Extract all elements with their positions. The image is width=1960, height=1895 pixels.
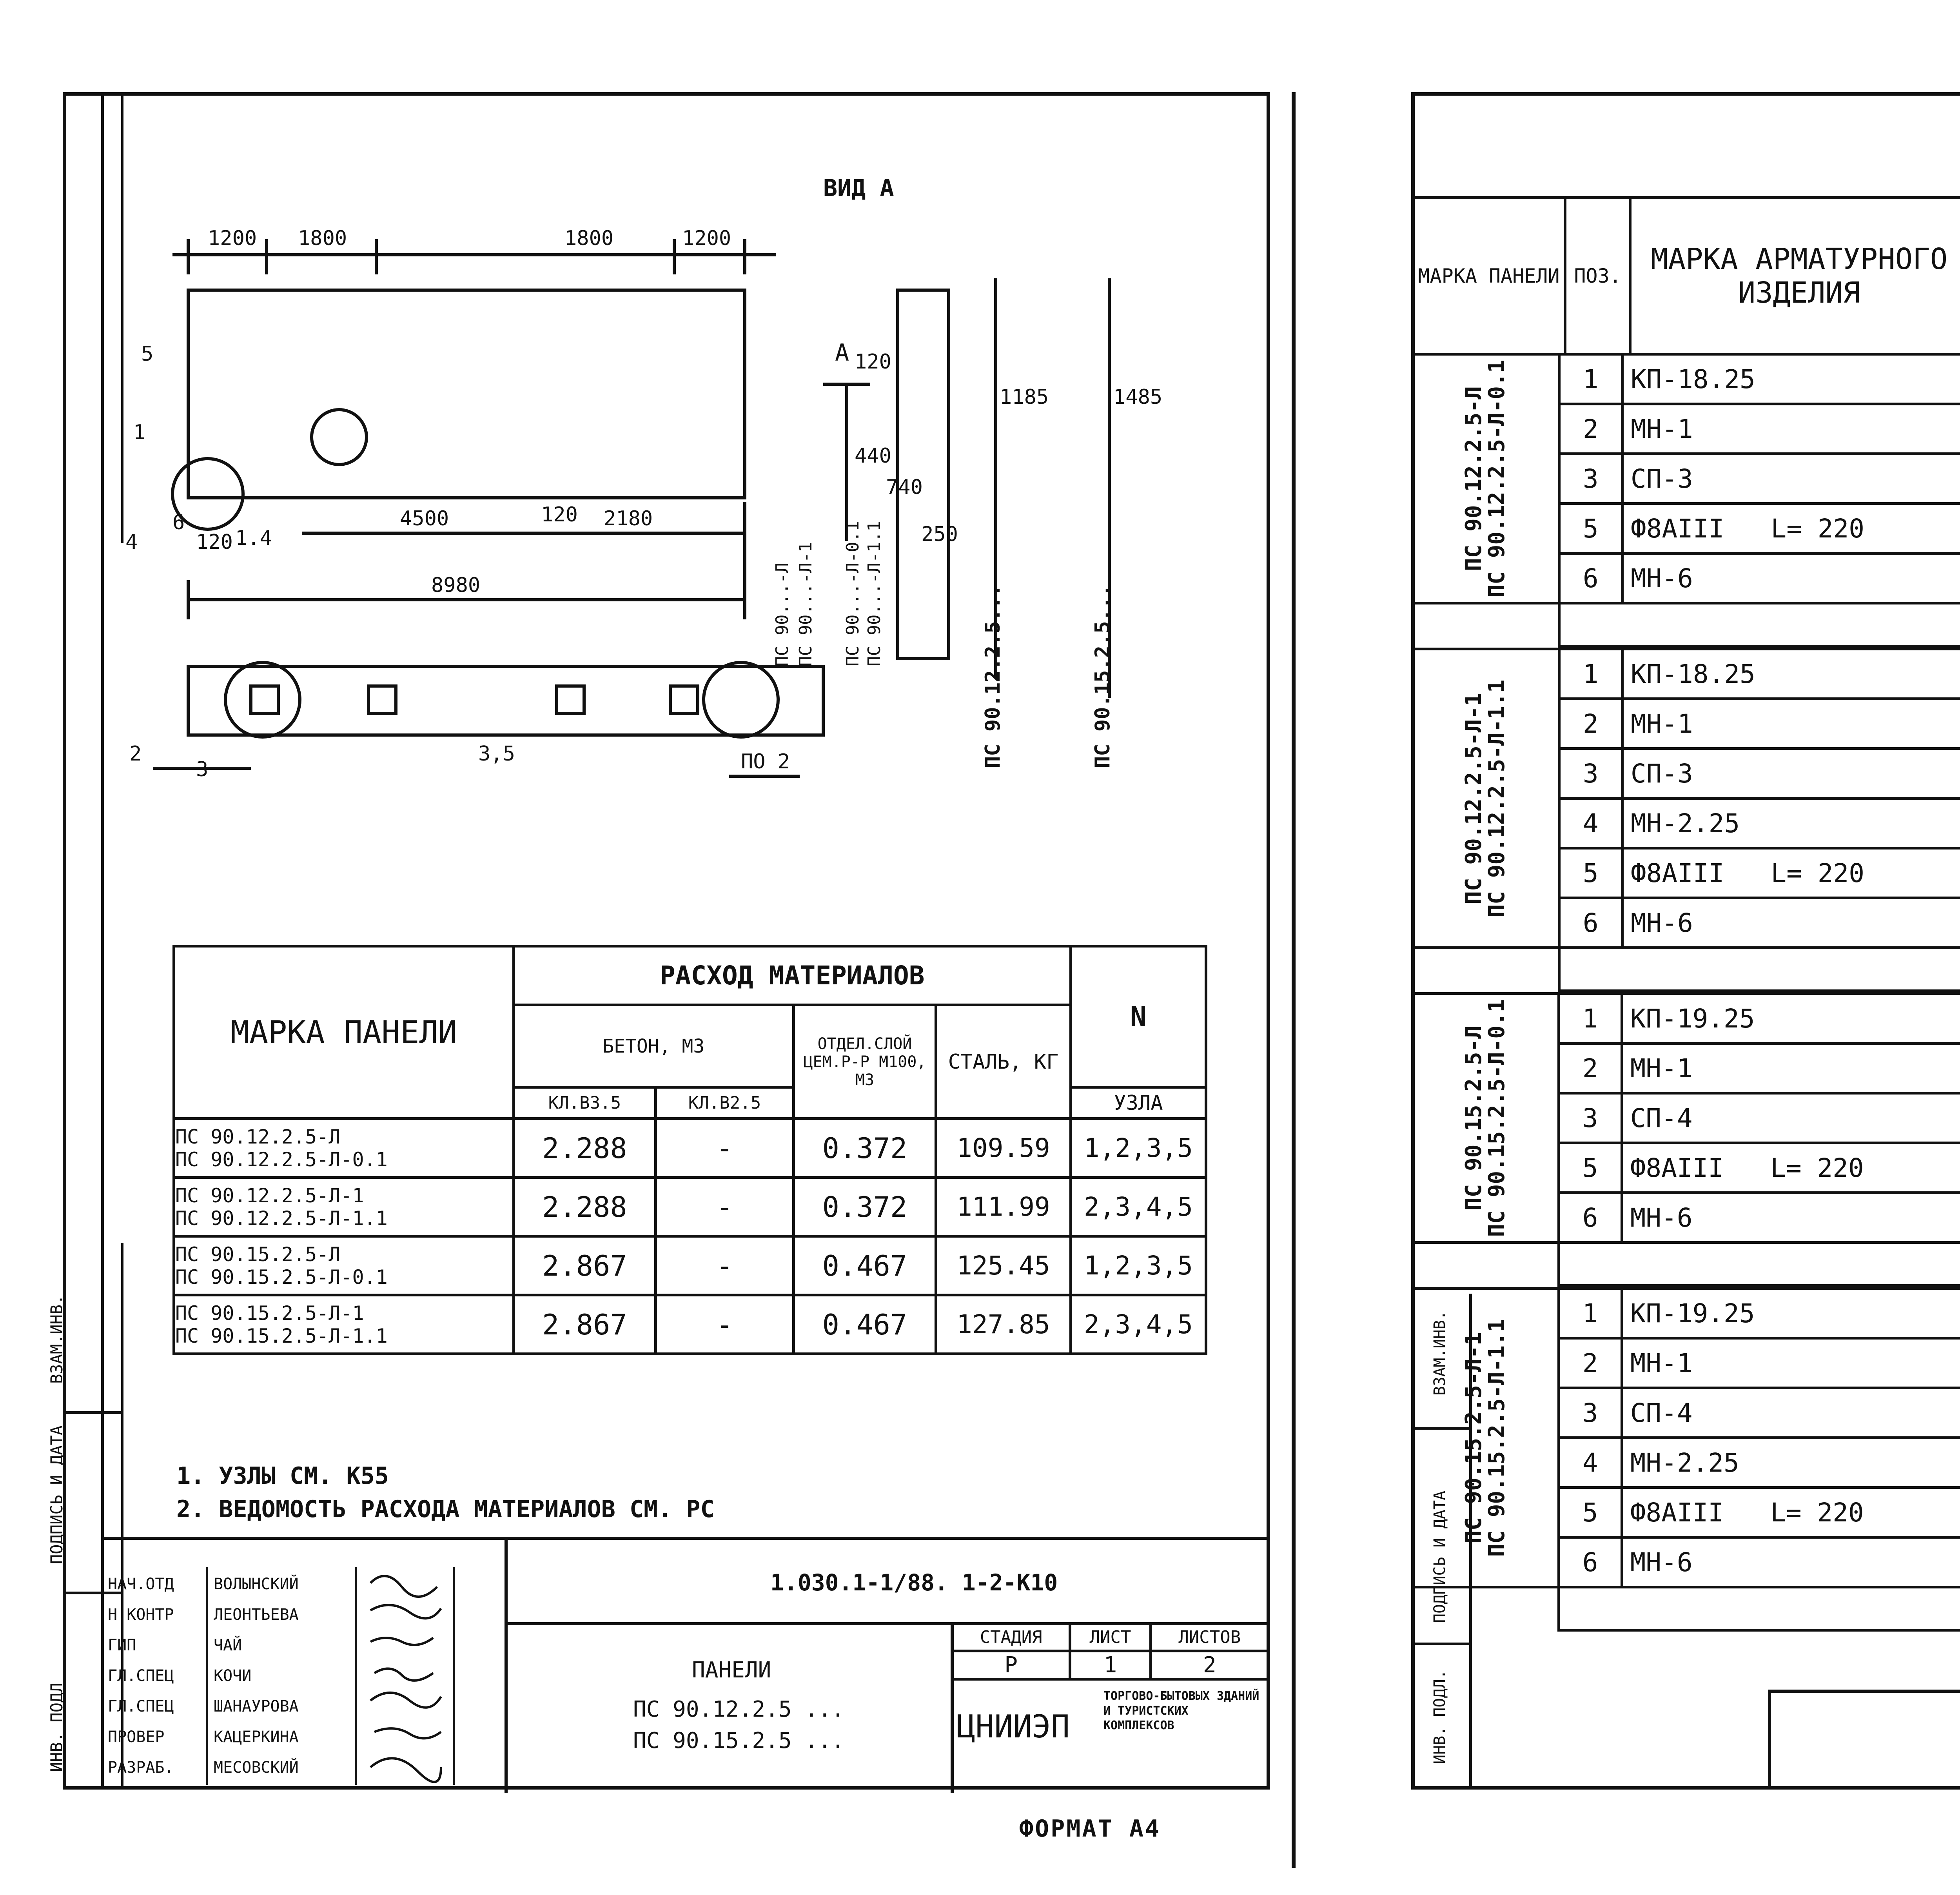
table-row [174,1236,1206,1295]
cell-pos: 3 [1559,454,1622,504]
rebar-group [1411,1287,1960,1632]
name-4: КОЧИ [214,1667,252,1685]
callout-1: 1 [133,421,146,444]
callout-4: 4 [125,530,138,554]
cell-item: МН-2.25 [1622,799,1960,848]
left-format: ФОРМАТ А4 [1019,1815,1161,1842]
rebar-group [1411,992,1960,1287]
cell-item: КП-19.25 [1622,994,1960,1044]
th-consumption: РАСХОД МАТЕРИАЛОВ [514,946,1071,1005]
sheets-label: ЛИСТОВ [1151,1624,1269,1651]
table-row [1413,649,1960,699]
role-2: Н.КОНТР [108,1606,174,1624]
vmark-4: ПС 90...-Л-1.1 [864,521,884,666]
cell-b25: - [656,1236,794,1295]
panel-mark-label: ПС 90.15.2.5-Л-1 ПС 90.15.2.5-Л-1.1 [1461,1319,1510,1557]
th-node-no: N [1071,946,1206,1087]
cell-pos: 3 [1559,1388,1622,1438]
cell-item: МН-1 [1622,699,1960,749]
cell-item: Ф8АIII L= 220 [1622,1143,1960,1193]
group-total [1559,1243,1960,1286]
role-6: ПРОВЕР [108,1728,165,1746]
cell-pos: 2 [1559,1338,1622,1388]
sheet-value: 1 [1070,1651,1151,1679]
cell-mark: ПС 90.12.2.5-Л-1 ПС 90.12.2.5-Л-1.1 [174,1178,514,1236]
cell-item: СП-3 [1622,749,1960,799]
dim-top-4: 1200 [682,227,731,250]
cell-finish: 0.372 [793,1119,936,1178]
vmark-6: ПС 90.15.2.5... [1091,584,1114,768]
dim-bottom-3: 2180 [604,507,653,530]
cell-pos: 6 [1559,898,1622,948]
callout-5: 5 [141,342,154,366]
arrow-label: А [835,339,849,367]
cell-finish: 0.467 [793,1236,936,1295]
rebar-groups [1411,353,1960,1632]
panel-mark-cell [1413,1289,1559,1587]
th-panel-mark: МАРКА ПАНЕЛИ [174,946,514,1119]
dim-side-1: 120 [855,350,891,374]
cell-item: МН-6 [1622,898,1960,948]
cell-b25: - [656,1295,794,1354]
panel-mark-label: ПС 90.15.2.5-Л ПС 90.15.2.5-Л-0.1 [1461,999,1510,1237]
th-finish: ОТДЕЛ.СЛОЙ ЦЕМ.Р-Р М100, М3 [793,1005,936,1119]
cell-b35: 2.288 [514,1119,655,1178]
right-stamp [1768,1690,1960,1790]
cell-pos: 4 [1559,1438,1622,1488]
vmark-2: ПС 90...-Л-1 [796,542,816,666]
title-block [104,1537,1270,1790]
cell-pos: 6 [1559,1537,1622,1587]
th-node: УЗЛА [1071,1087,1206,1119]
cell-finish: 0.467 [793,1295,936,1354]
cell-b35: 2.867 [514,1295,655,1354]
cell-pos: 5 [1559,504,1622,554]
dim-bottom-2: 120 [541,503,578,526]
table-row [1413,354,1960,404]
th-item: МАРКА АРМАТУРНОГО ИЗДЕЛИЯ [1630,198,1960,354]
table-row [174,1295,1206,1354]
role-1: НАЧ.ОТД [108,1575,174,1593]
stamp-org-desc: ТОРГОВО-БЫТОВЫХ ЗДАНИЙ И ТУРИСТСКИХ КОМПЛЕКСОВ [1103,1689,1259,1732]
cell-steel: 127.85 [936,1295,1071,1354]
name-6: КАЦЕРКИНА [214,1728,299,1746]
cell-item: МН-6 [1622,554,1960,603]
cell-steel: 125.45 [936,1236,1071,1295]
dim-top-2: 1800 [298,227,347,250]
dim-bottom-7: 6 [172,511,185,534]
left-side-label-1: ВЗАМ.ИНВ. [47,1294,66,1384]
vmark-1: ПС 90...-Л [772,563,792,666]
cell-item: МН-1 [1622,404,1960,454]
cell-pos: 2 [1559,404,1622,454]
sheet-label: ЛИСТ [1070,1624,1151,1651]
th-concrete-cl1: КЛ.В3.5 [514,1087,655,1119]
cell-item: МН-1 [1622,1338,1960,1388]
stamp-org: ЦНИИЭП [956,1708,1070,1745]
cell-nodes: 2,3,4,5 [1071,1295,1206,1354]
cell-mark: ПС 90.15.2.5-Л-1 ПС 90.15.2.5-Л-1.1 [174,1295,514,1354]
cell-pos: 2 [1559,1044,1622,1093]
stamp-code: 1.030.1-1/88. 1-2-К10 [770,1569,1058,1596]
table-row [174,1119,1206,1178]
cell-b25: - [656,1178,794,1236]
right-side-label-2: ПОДПИСЬ И ДАТА [1431,1490,1449,1623]
cell-item: Ф8АIII L= 220 [1622,504,1960,554]
name-2: ЛЕОНТЬЕВА [214,1606,299,1624]
cell-pos: 4 [1559,799,1622,848]
right-side-label-1: ВЗАМ.ИНВ. [1431,1311,1449,1396]
dim-side-3: 740 [886,476,923,499]
panel-mark-cell [1413,354,1559,603]
role-5: ГЛ.СПЕЦ [108,1697,174,1715]
name-1: ВОЛЫНСКИЙ [214,1575,299,1593]
dim-top-3: 1800 [564,227,614,250]
cell-b35: 2.288 [514,1178,655,1236]
left-side-label-3: ИНВ. ПОДЛ [47,1683,66,1772]
cell-pos: 5 [1559,848,1622,898]
cell-nodes: 2,3,4,5 [1071,1178,1206,1236]
stamp-title-line1: ПС 90.12.2.5 ... [633,1697,845,1722]
note-2: 2. ВЕДОМОСТЬ РАСХОДА МАТЕРИАЛОВ СМ. РС [176,1496,715,1523]
right-sheet [1333,0,1960,1895]
role-4: ГЛ.СПЕЦ [108,1667,174,1685]
dim-side-4: 250 [921,523,958,546]
left-side-label-2: ПОДПИСЬ И ДАТА [47,1425,66,1564]
group-total [1559,1587,1960,1630]
cell-pos: 2 [1559,699,1622,749]
right-side-label-3: ИНВ. ПОДЛ. [1431,1670,1449,1764]
cell-mark: ПС 90.15.2.5-Л ПС 90.15.2.5-Л-0.1 [174,1236,514,1295]
dim-bottom-6: 1.4 [235,526,272,550]
th-concrete-cl2: КЛ.В2.5 [656,1087,794,1119]
cell-item: Ф8АIII L= 220 [1622,1488,1960,1537]
panel-drawing [118,149,1176,796]
panel-mark-label: ПС 90.12.2.5-Л ПС 90.12.2.5-Л-0.1 [1461,359,1510,598]
table-row [1413,994,1960,1044]
stamp-title: ПАНЕЛИ [692,1657,771,1683]
cell-item: МН-6 [1622,1193,1960,1243]
rebar-table-header [1411,196,1960,356]
cell-item: КП-19.25 [1622,1289,1960,1338]
cell-item: КП-18.25 [1622,354,1960,404]
stage-value: Р [952,1651,1070,1679]
cell-steel: 109.59 [936,1119,1071,1178]
th-panel: МАРКА ПАНЕЛИ [1413,198,1565,354]
cell-b35: 2.867 [514,1236,655,1295]
dim-bottom-4: 120 [196,530,233,554]
vmark-5: ПС 90.12.2.5... [981,584,1005,768]
panel-mark-cell [1413,649,1559,948]
dim-bottom-1: 4500 [400,507,449,530]
cell-item: СП-4 [1622,1093,1960,1143]
group-total [1559,603,1960,646]
dim-side-2: 440 [855,444,891,468]
group-total [1559,948,1960,991]
name-7: МЕСОВСКИЙ [214,1759,299,1777]
callout-2: 2 [129,742,142,766]
role-3: ГИП [108,1636,136,1654]
panel-mark-cell [1413,994,1559,1243]
dim-top-1: 1200 [208,227,257,250]
cell-item: СП-3 [1622,454,1960,504]
materials-table [172,945,1207,1355]
callout-po2: ПО 2 [741,750,790,773]
cell-pos: 6 [1559,1193,1622,1243]
th-concrete: БЕТОН, М3 [514,1005,793,1087]
cell-nodes: 1,2,3,5 [1071,1119,1206,1178]
cell-b25: - [656,1119,794,1178]
th-pos: ПОЗ. [1565,198,1630,354]
panel-mark-label: ПС 90.12.2.5-Л-1 ПС 90.12.2.5-Л-1.1 [1461,679,1510,917]
cell-pos: 3 [1559,749,1622,799]
dim-side-6: 1485 [1113,385,1163,409]
rebar-group [1411,353,1960,648]
cell-finish: 0.372 [793,1178,936,1236]
note-1: 1. УЗЛЫ СМ. К55 [176,1462,389,1490]
cell-pos: 1 [1559,1289,1622,1338]
signatures [363,1567,449,1787]
cell-pos: 1 [1559,649,1622,699]
table-row [1413,1289,1960,1338]
vmark-3: ПС 90...-Л-0.1 [843,521,863,666]
cell-item: СП-4 [1622,1388,1960,1438]
cell-pos: 1 [1559,354,1622,404]
role-7: РАЗРАБ. [108,1759,174,1777]
rebar-group [1411,648,1960,992]
cell-item: МН-1 [1622,1044,1960,1093]
th-steel: СТАЛЬ, КГ [936,1005,1071,1119]
cell-item: МН-6 [1622,1537,1960,1587]
cell-pos: 3 [1559,1093,1622,1143]
stage-label: СТАДИЯ [952,1624,1070,1651]
callout-3: 3 [196,758,209,781]
stamp-title-line2: ПС 90.15.2.5 ... [633,1728,845,1753]
cell-pos: 5 [1559,1143,1622,1193]
cell-item: КП-18.25 [1622,649,1960,699]
cell-nodes: 1,2,3,5 [1071,1236,1206,1295]
cell-item: МН-2.25 [1622,1438,1960,1488]
sheets-value: 2 [1151,1651,1269,1679]
cell-pos: 1 [1559,994,1622,1044]
cell-pos: 5 [1559,1488,1622,1537]
name-5: ШАНАУРОВА [214,1697,299,1715]
dim-side-5: 1185 [1000,385,1049,409]
view-label: ВИД А [823,174,894,202]
dim-bottom-5: 8980 [431,574,481,597]
cell-item: Ф8АIII L= 220 [1622,848,1960,898]
callout-3-5: 3,5 [478,742,515,766]
cell-pos: 6 [1559,554,1622,603]
name-3: ЧАЙ [214,1636,242,1654]
table-row [174,1178,1206,1236]
cell-mark: ПС 90.12.2.5-Л ПС 90.12.2.5-Л-0.1 [174,1119,514,1178]
cell-steel: 111.99 [936,1178,1071,1236]
